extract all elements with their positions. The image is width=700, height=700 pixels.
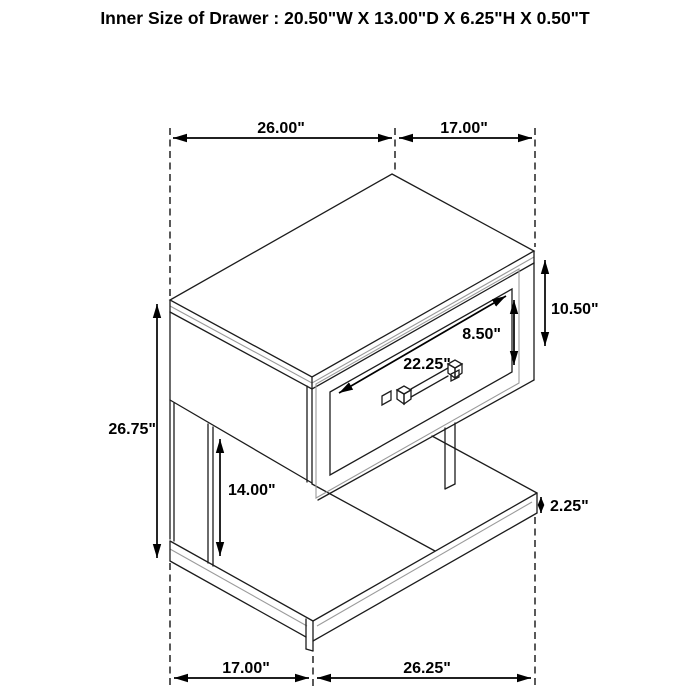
base-front-foot-bottom	[306, 649, 313, 651]
base-front-left-band	[170, 549, 307, 626]
base-front-left-top-edge	[170, 541, 313, 621]
dim-label-drawer-height: 8.50"	[462, 326, 501, 343]
handle-left-cap-side	[404, 390, 411, 404]
handle-left-cap-top	[397, 386, 411, 394]
diagram-title: Inner Size of Drawer : 20.50"W X 13.00"D X 6.25"H X 0.50"T	[100, 8, 590, 28]
dim-label-base-width: 26.25"	[403, 660, 451, 677]
base-back-right-edge	[432, 436, 537, 493]
top-panel	[170, 174, 534, 389]
dim-label-top-width: 26.00"	[257, 120, 305, 137]
dim-label-overall-height: 26.75"	[108, 421, 156, 438]
nightstand-drawing	[170, 174, 537, 651]
drawer-front	[316, 269, 519, 498]
handle-left-cap-front	[397, 390, 404, 404]
dim-label-drawer-width: 22.25"	[403, 356, 451, 373]
base-front-right-band	[317, 502, 532, 626]
rear-support-leg	[445, 423, 455, 489]
base-front-right-top-edge	[313, 493, 537, 621]
dim-label-base-depth: 17.00"	[222, 660, 270, 677]
base-front-left-bottom-edge	[170, 561, 306, 637]
rear-leg-foot	[445, 484, 455, 489]
dimension-lines	[157, 138, 545, 678]
extension-lines	[170, 128, 535, 689]
cabinet-left-bottom-edge	[170, 400, 312, 483]
drawer-opening-frame	[316, 269, 519, 498]
left-support-panel	[174, 403, 213, 566]
top-face	[170, 174, 534, 377]
dim-label-cabinet-height: 10.50"	[551, 301, 599, 318]
cabinet-front-bottom-edge	[318, 380, 534, 500]
base-platform	[170, 436, 537, 651]
dim-label-base-thickness: 2.25"	[550, 498, 589, 515]
cabinet-body	[170, 263, 534, 551]
dim-line-drawer-width	[339, 296, 506, 393]
base-front-right-bottom-edge	[313, 513, 537, 641]
dim-label-top-depth: 17.00"	[440, 120, 488, 137]
dimension-labels	[108, 120, 598, 677]
cabinet-base-brace-edge	[312, 484, 435, 551]
handle-left-post	[382, 391, 391, 405]
dim-label-clearance: 14.00"	[228, 482, 276, 499]
